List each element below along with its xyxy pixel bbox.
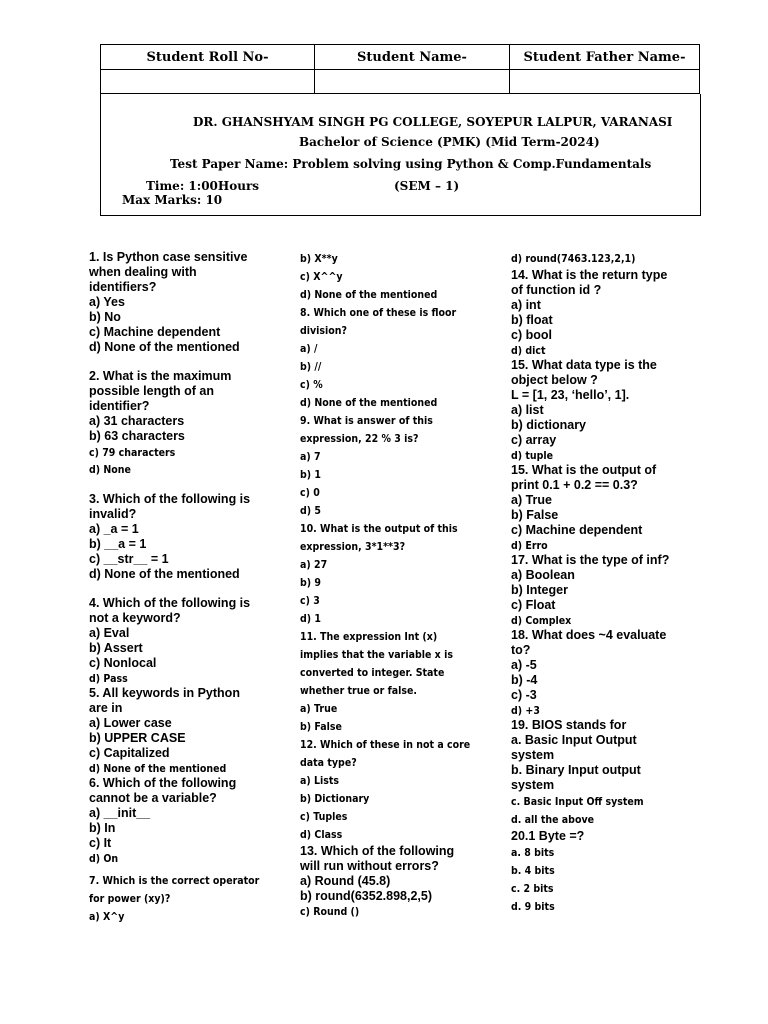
question-10: [300, 520, 500, 628]
question-text: when dealing with: [89, 265, 197, 279]
option: b) //: [300, 360, 322, 373]
option: d. 9 bits: [511, 900, 555, 913]
question-17: [511, 553, 691, 628]
question-text: 11. The expression Int (x): [300, 630, 438, 643]
question-text: 1. Is Python case sensitive: [89, 250, 248, 264]
option: d) None of the mentioned: [300, 288, 438, 301]
question-text: 12. Which of these in not a core: [300, 738, 471, 751]
option: b) False: [300, 720, 342, 733]
option: c) __str__ = 1: [89, 552, 169, 566]
student-name-header: Student Name-: [315, 45, 510, 70]
question-text: 20.1 Byte =?: [511, 829, 585, 843]
question-19: [511, 718, 691, 829]
option: c) It: [89, 836, 112, 850]
question-8: [300, 304, 500, 412]
option: c) Machine dependent: [89, 325, 221, 339]
question-text: expression, 3*1**3?: [300, 540, 406, 553]
question-text: identifier?: [89, 399, 150, 413]
question-16: [511, 463, 691, 553]
option: d. all the above: [511, 813, 595, 826]
option: a) _a = 1: [89, 522, 139, 536]
question-2: [89, 369, 274, 478]
option: b) Integer: [511, 583, 568, 597]
question-text: of function id ?: [511, 283, 602, 297]
option: a) 27: [300, 558, 328, 571]
questions-column-1: [89, 250, 274, 926]
question-9: [300, 412, 500, 520]
option: d) Complex: [511, 614, 572, 627]
question-13-cont: [511, 250, 691, 268]
course-title: Bachelor of Science (PMK) (Mid Term-2024): [299, 135, 600, 149]
question-text: 10. What is the output of this: [300, 522, 458, 535]
option: d) None of the mentioned: [300, 396, 438, 409]
question-text: cannot be a variable?: [89, 791, 217, 805]
option: d) On: [89, 852, 119, 865]
question-text: print 0.1 + 0.2 == 0.3?: [511, 478, 638, 492]
option: a) -5: [511, 658, 537, 672]
option: b) In: [89, 821, 116, 835]
option: b) 9: [300, 576, 321, 589]
student-info-table: [100, 44, 700, 94]
question-text: 4. Which of the following is: [89, 596, 251, 610]
question-text: 19. BIOS stands for: [511, 718, 627, 732]
option: c) 0: [300, 486, 320, 499]
option: c) Float: [511, 598, 556, 612]
option: b. 4 bits: [511, 864, 555, 877]
option: a) 31 characters: [89, 414, 185, 428]
question-text: are in: [89, 701, 123, 715]
option: d) None of the mentioned: [89, 762, 227, 775]
option: c) 79 characters: [89, 446, 176, 459]
option: b) -4: [511, 673, 538, 687]
option: c) Machine dependent: [511, 523, 643, 537]
exam-info-box: [100, 94, 701, 216]
option: a) True: [511, 493, 552, 507]
option: c. 2 bits: [511, 882, 554, 895]
option: d) 5: [300, 504, 321, 517]
option: d) Pass: [89, 672, 128, 685]
option: d) tuple: [511, 449, 554, 462]
question-text: 15. What data type is the: [511, 358, 657, 372]
semester: (SEM – 1): [394, 179, 460, 193]
question-text: division?: [300, 324, 348, 337]
option: b) dictionary: [511, 418, 587, 432]
question-text: 17. What is the type of inf?: [511, 553, 670, 567]
option: a) Eval: [89, 626, 130, 640]
question-text: L = [1, 23, ‘hello’, 1].: [511, 388, 630, 402]
question-text: 13. Which of the following: [300, 844, 455, 858]
option: d) Class: [300, 828, 343, 841]
question-11: [300, 628, 500, 736]
option: c) -3: [511, 688, 537, 702]
question-text: for power (xy)?: [89, 892, 171, 905]
option: d) round(7463.123,2,1): [511, 252, 636, 265]
option: b) False: [511, 508, 559, 522]
option: a. 8 bits: [511, 846, 555, 859]
question-text: will run without errors?: [300, 859, 439, 873]
option: d) None: [89, 463, 131, 476]
option: c) Round (): [300, 905, 360, 918]
question-text: whether true or false.: [300, 684, 418, 697]
question-7-cont: [300, 250, 500, 304]
question-text: 14. What is the return type: [511, 268, 668, 282]
option: a) Yes: [89, 295, 125, 309]
option: c) 3: [300, 594, 320, 607]
question-text: 15. What is the output of: [511, 463, 657, 477]
option: a) 7: [300, 450, 321, 463]
option: d) +3: [511, 704, 540, 717]
option: b) UPPER CASE: [89, 731, 186, 745]
option: system: [511, 778, 555, 792]
max-marks: Max Marks: 10: [122, 193, 223, 207]
option: c) Capitalized: [89, 746, 170, 760]
question-text: 3. Which of the following is: [89, 492, 251, 506]
questions-column-3: [511, 250, 691, 916]
option: d) dict: [511, 344, 546, 357]
option: a) list: [511, 403, 544, 417]
question-1: [89, 250, 274, 355]
student-name-field[interactable]: [315, 70, 510, 94]
roll-no-header: Student Roll No-: [101, 45, 315, 70]
paper-name: Test Paper Name: Problem solving using Python & Comp.Fundamentals: [170, 157, 652, 171]
question-text: identifiers?: [89, 280, 157, 294]
option: a) True: [300, 702, 338, 715]
option: a) /: [300, 342, 318, 355]
question-20: [511, 829, 691, 916]
option: c) Tuples: [300, 810, 348, 823]
option: c) X^^y: [300, 270, 343, 283]
question-text: data type?: [300, 756, 357, 769]
option: a) __init__: [89, 806, 151, 820]
question-text: converted to integer. State: [300, 666, 445, 679]
option: b) float: [511, 313, 553, 327]
option: a) int: [511, 298, 541, 312]
option: b) round(6352.898,2,5): [300, 889, 432, 903]
question-7: [89, 872, 274, 926]
father-name-header: Student Father Name-: [510, 45, 700, 70]
college-name: DR. GHANSHYAM SINGH PG COLLEGE, SOYEPUR LALPUR, VARANASI: [193, 115, 673, 129]
question-text: 2. What is the maximum: [89, 369, 232, 383]
option: a) Lower case: [89, 716, 172, 730]
option: a) X^y: [89, 910, 125, 923]
option: c. Basic Input Off system: [511, 795, 644, 808]
option: b. Binary Input output: [511, 763, 641, 777]
option: d) 1: [300, 612, 321, 625]
question-text: 5. All keywords in Python: [89, 686, 240, 700]
question-text: 6. Which of the following: [89, 776, 237, 790]
question-5: [89, 686, 274, 776]
question-text: object below ?: [511, 373, 598, 387]
question-18: [511, 628, 691, 718]
question-3: [89, 492, 274, 582]
option: c) Nonlocal: [89, 656, 157, 670]
option: a) Round (45.8): [300, 874, 391, 888]
question-13: [300, 844, 500, 919]
question-text: not a keyword?: [89, 611, 181, 625]
option: c) %: [300, 378, 323, 391]
question-14: [511, 268, 691, 358]
option: b) Dictionary: [300, 792, 370, 805]
question-text: 8. Which one of these is floor: [300, 306, 457, 319]
option: b) Assert: [89, 641, 143, 655]
option: c) array: [511, 433, 557, 447]
question-text: expression, 22 % 3 is?: [300, 432, 419, 445]
question-text: implies that the variable x is: [300, 648, 453, 661]
question-text: 9. What is answer of this: [300, 414, 433, 427]
option: b) No: [89, 310, 121, 324]
question-text: 7. Which is the correct operator: [89, 874, 260, 887]
question-text: to?: [511, 643, 531, 657]
question-text: invalid?: [89, 507, 137, 521]
option: a. Basic Input Output: [511, 733, 637, 747]
question-12: [300, 736, 500, 844]
question-6: [89, 776, 274, 866]
question-4: [89, 596, 274, 686]
option: b) __a = 1: [89, 537, 147, 551]
question-text: 18. What does ~4 evaluate: [511, 628, 667, 642]
option: d) None of the mentioned: [89, 340, 240, 354]
option: d) None of the mentioned: [89, 567, 240, 581]
option: c) bool: [511, 328, 552, 342]
option: b) X**y: [300, 252, 338, 265]
father-name-field[interactable]: [510, 70, 700, 94]
roll-no-field[interactable]: [101, 70, 315, 94]
option: b) 1: [300, 468, 321, 481]
questions-column-2: [300, 250, 500, 919]
option: a) Boolean: [511, 568, 575, 582]
option: a) Lists: [300, 774, 340, 787]
question-text: possible length of an: [89, 384, 215, 398]
exam-time: Time: 1:00Hours: [146, 179, 260, 193]
option: b) 63 characters: [89, 429, 185, 443]
option: system: [511, 748, 555, 762]
option: d) Erro: [511, 539, 548, 552]
question-15: [511, 358, 691, 463]
